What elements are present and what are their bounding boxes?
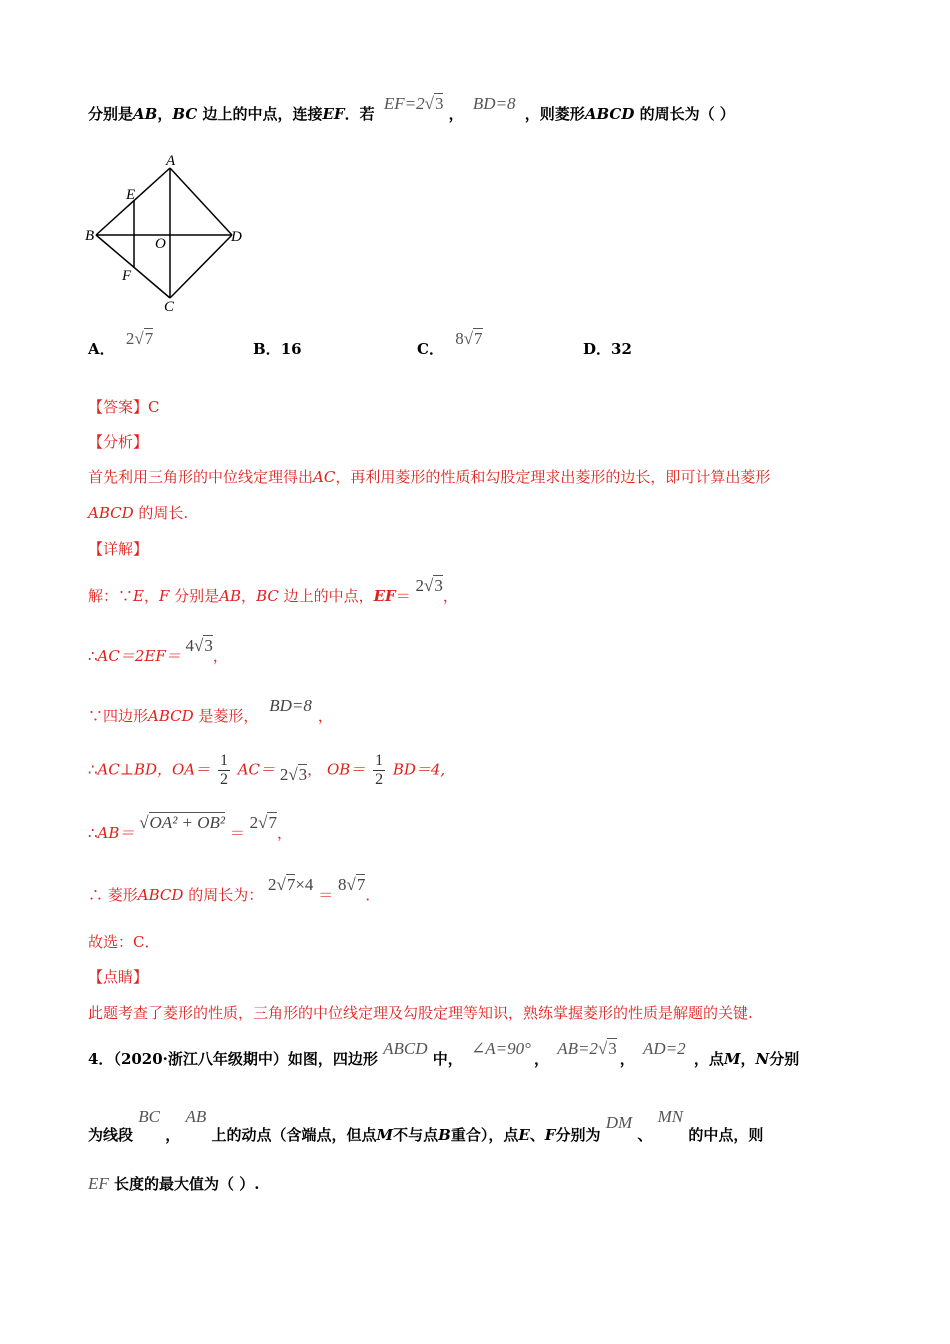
comment-text: 此题考查了菱形的性质，三角形的中位线定理及勾股定理等知识，熟练掌握菱形的性质是解题的关键. [88, 1004, 753, 1022]
option-d[interactable]: D．32 [583, 340, 632, 358]
question4-line-2: 为线段 BC ， AB 上的动点（含端点，但点M不与点B重合），点E、F分别为 DM 、 MN 的中点，则 [88, 1107, 764, 1144]
option-b[interactable]: B．16 [253, 340, 302, 358]
math-bd-condition: BD=8 [472, 94, 516, 113]
analysis-text-2: ABCD 的周长. [88, 504, 189, 522]
math-ef-condition: EF=2√3 [383, 94, 444, 113]
label-d: D [231, 229, 242, 245]
analysis-label: 【分析】 [88, 433, 149, 451]
label-f: F [122, 268, 132, 284]
label-b: B [85, 228, 95, 244]
label-a: A [166, 153, 176, 169]
detail-step-5: ∴AB＝ √OA² + OB² ＝ 2√7， [88, 813, 292, 842]
edge-ad [170, 168, 232, 235]
label-e: E [126, 187, 136, 203]
answer-line: 【答案】C [88, 398, 160, 416]
comment-label: 【点睛】 [88, 968, 149, 986]
detail-step-2: ∴AC＝2EF＝ 4√3， [88, 636, 228, 665]
detail-step-6: ∴ 菱形ABCD 的周长为： 2√7×4 ＝ 8√7． [88, 875, 381, 904]
label-c: C [164, 299, 175, 315]
analysis-text-1: 首先利用三角形的中位线定理得出AC，再利用菱形的性质和勾股定理求出菱形的边长，即可计算出菱形 [88, 468, 771, 486]
label-o: O [155, 236, 166, 252]
conclusion: 故选：C． [88, 933, 160, 951]
detail-step-4: ∴AC⊥BD，OA＝ $\frac{1}{2}$ AC＝ 2√3， OB＝ $\frac{1}{2}$ BD＝4, [88, 752, 446, 788]
detail-step-1: 解：∵E，F 分别是AB，BC 边上的中点，EF＝ 2√3， [88, 576, 458, 605]
detail-step-3: ∵四边形ABCD 是菱形， BD=8， [88, 696, 333, 725]
question4-line-1: 4．（2020·浙江八年级期中）如图，四边形 ABCD 中， ∠A=90°， AB=2√3， AD=2 ，点M，N分别 [88, 1039, 800, 1068]
detail-label: 【详解】 [88, 540, 149, 558]
question4-line-3: EF 长度的最大值为（ ）. [88, 1174, 260, 1193]
option-c[interactable]: C． 8√7 [417, 329, 483, 358]
option-a[interactable]: A． 2√7 [88, 329, 154, 358]
edge-dc [170, 235, 232, 298]
rhombus-figure [82, 150, 252, 315]
question-stem: 分别是AB，BC 边上的中点，连接EF．若 EF=2√3 ， BD=8 ，则菱形ABCD 的周长为（ ） [88, 94, 735, 123]
